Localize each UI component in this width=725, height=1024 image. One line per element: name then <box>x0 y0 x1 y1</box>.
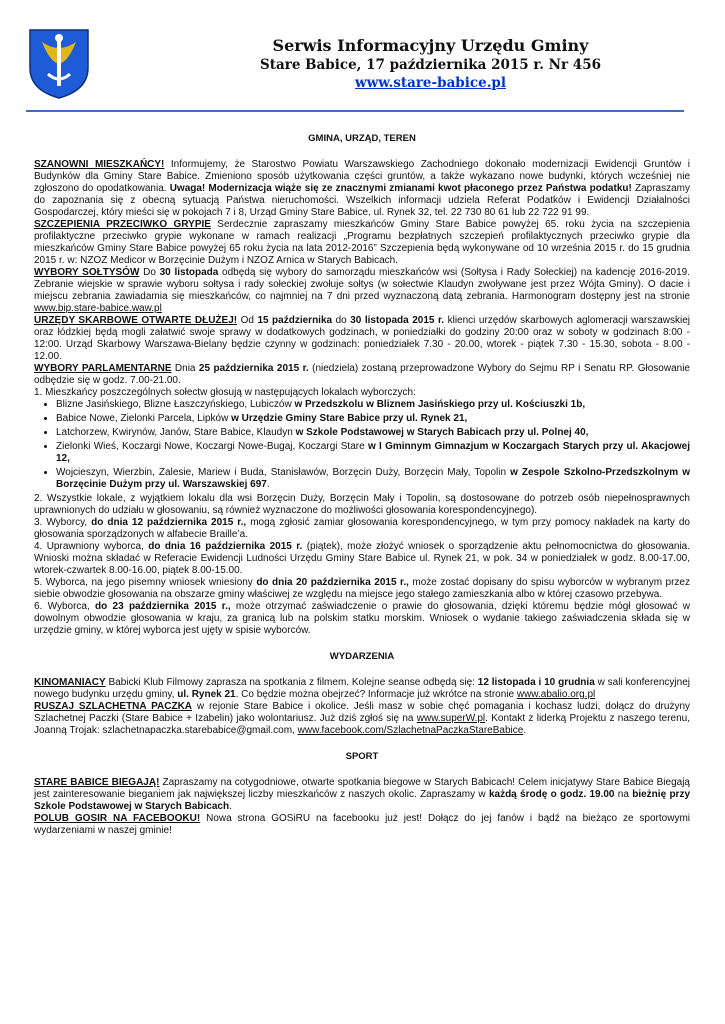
newsletter-body <box>34 133 690 837</box>
numbered-item: 3. Wyborcy, do dnia 12 października 2015 r., mogą zgłosić zamiar głosowania korespondencyjnego, w tym przy pomocy nakładek na karty do głosowania sporządzonych w alfabecie Braille’a. <box>34 517 690 540</box>
notice-wybory-parlamentarne: WYBORY PARLAMENTARNE Dnia 25 października 2015 r. (niedziela) zostaną przeprowadzone Wybory do Sejmu RP i Senatu RP. Głosowanie odbędzie się w godz. 7.00-21.00. <box>34 363 690 386</box>
numbered-item: 5. Wyborca, na jego pisemny wniosek wniesiony do dnia 20 października 2015 r., może zostać dopisany do spisu wyborców w wybranym przez siebie obwodzie głosowania na obszarze gminy właściwej ze względu na miejsce jego stałego zamieszkania albo w której czasowo przebywa. <box>34 577 690 600</box>
polling-stations-list <box>34 399 690 491</box>
abalio-link[interactable]: www.abalio.org.pl <box>516 689 596 700</box>
numbered-item: 6. Wyborca, do 23 października 2015 r., może otrzymać zaświadczenie o prawie do głosowania, dzięki któremu będzie mógł głosować w dowolnym obwodzie głosowania w kraju, za granicą lub na polskim statku morskim. Wniosek o wydanie takiego zaświadczenia składa się w urzędzie gminy, w której wyborca jest ujęty w spisie wyborców. <box>34 601 690 636</box>
header-divider <box>26 110 684 112</box>
sport-gosir-facebook: POLUB GOSIR NA FACEBOOKU! Nowa strona GOSiRU na facebooku już jest! Dołącz do jej fanów i bądź na bieżąco ze sportowymi wydarzeniami w naszej gminie! <box>34 813 690 836</box>
notice-urzedy-skarbowe: URZĘDY SKARBOWE OTWARTE DŁUŻEJ! Od 15 października do 30 listopada 2015 r. klienci urzędów skarbowych aglomeracji warszawskiej oraz łódzkiej będą mogli załatwić swoje sprawy w dodatkowych godzinach, w poniedziałki do godziny 20:00 oraz w soboty w godzinach 8:00 - 12:00. Urząd Skarbowy Warszawa-Bielany będzie czynny w godzinach: poniedziałek 7.30 - 20.00, wtorek - piątek 7.30 - 15.30, sobota - 8.00 - 12.00. <box>34 315 691 362</box>
list-item: • Blizne Jasińskiego, Blizne Łaszczyńskiego, Lubiczów w Przedszkolu w Bliznem Jasińskiego przy ul. Kościuszki 1b, <box>56 399 690 411</box>
site-link[interactable]: www.stare-babice.pl <box>355 75 506 91</box>
bip-link[interactable]: www.bip.stare-babice.waw.pl <box>34 303 162 314</box>
section-heading-gmina: GMINA, URZĄD, TEREN <box>308 133 416 144</box>
numbered-item: 1. Mieszkańcy poszczególnych sołectw głosują w następujących lokalach wyborczych: <box>34 387 416 398</box>
section-heading-wydarzenia: WYDARZENIA <box>329 651 395 662</box>
list-item: • Zielonki Wieś, Koczargi Nowe, Koczargi Nowe-Bugaj, Koczargi Stare w I Gminnym Gimnazjum w Koczargach Starych przy ul. Akacjowej 12, <box>56 441 690 465</box>
event-szlachetna-paczka: RUSZAJ SZLACHETNA PACZKA w rejonie Stare Babice i okolice. Jeśli masz w sobie chęć pomagania i kochasz ludzi, dołącz do drużyny Szlachetnej Paczki (Stare Babice + Izabelin) jako wolontariusz. Już dziś zgłoś się na www.superW.pl. Kontakt z liderką Projektu z naszego terenu, Joanną Trojak: szlachetnapaczka.starebabice@gmail.com, www.facebook.com/SzlachetnaPaczkaStareBabice. <box>34 701 691 736</box>
section-heading-sport: SPORT <box>345 751 379 762</box>
notice-szczepienia: SZCZEPIENIA PRZECIWKO GRYPIE Serdecznie zapraszamy mieszkańców Gminy Stare Babice powyżej 65. roku życia na szczepienia profilaktyczne przeciwko grypie wykonane w ramach realizacji „Programu bezpłatnych szczepień profilaktycznych przeciwko grypie dla mieszkańców Gminy Stare Babice powyżej 65 roku życia na lata 2012-2016” Szczepienia będą wykonywane od 10 września 2015 r. do 15 grudnia 2015 r. w: NZOZ Medicor w Borzęcinie Dużym i NZOZ Arnica w Starych Babicach. <box>34 219 690 266</box>
issue-line: Stare Babice, 17 października 2015 r. Nr 456 <box>260 57 601 73</box>
header <box>100 36 695 92</box>
list-item: • Wojcieszyn, Wierzbin, Zalesie, Mariew i Buda, Stanisławów, Borzęcin Duży, Borzęcin Mały, Topolin w Zespole Szkolno-Przedszkolnym w Borzęcinie Dużym przy ul. Warszawskiej 697. <box>56 467 690 491</box>
list-item: • Babice Nowe, Zielonki Parcela, Lipków w Urzędzie Gminy Stare Babice przy ul. Rynek 21, <box>56 413 690 425</box>
superw-link[interactable]: www.superW.pl <box>416 713 486 724</box>
numbered-item: 4. Uprawniony wyborca, do dnia 16 października 2015 r. (piątek), może złożyć wniosek o sporządzenie aktu pełnomocnictwa do głosowania. Wnioski można składać w Referacie Ewidencji Ludności Urzędu Gminy Stare Babice ul. Rynek 21, w pok. 34 w poniedziałek w godz. 8.00-17.00, wtorek-czwartek 8.00-16.00, piątek 8.00-15.00. <box>34 541 691 576</box>
numbered-item: 2. Wszystkie lokale, z wyjątkiem lokalu dla wsi Borzęcin Duży, Borzęcin Mały i Topolin, są dostosowane do potrzeb osób niepełnosprawnych uprawnionych do udziału w głosowaniu, są również wyznaczone do możliwości głosowania korespondencyjnego). <box>34 493 690 516</box>
notice-mieszkancy: SZANOWNI MIESZKAŃCY! Informujemy, że Starostwo Powiatu Warszawskiego Zachodniego dokonało modernizacji Ewidencji Gruntów i Budynków dla Gminy Stare Babice. Zmieniono sposób użytkowania części gruntów, a także wykazano nowe budynki, których wcześniej nie zgłoszono do opodatkowania. Uwaga! Modernizacja wiąże się ze znacznymi zmianami kwot płaconego przez Państwa podatku! Zapraszamy do zapoznania się z obecną sytuacją Państwa nieruchomości. Wszelkich informacji udziela Referat Podatków i Ewidencji Działalności Gospodarczej, który mieści się w pokojach 7 i 8, Urząd Gminy Stare Babice, ul. Rynek 32, tel. 22 730 80 61 lub 22 722 91 99. <box>34 159 691 218</box>
page-title: Serwis Informacyjny Urzędu Gminy <box>272 36 589 55</box>
list-item: • Latchorzew, Kwirynów, Janów, Stare Babice, Klaudyn w Szkole Podstawowej w Starych Babicach przy ul. Polnej 40, <box>56 427 690 439</box>
event-kinomaniacy: KINOMANIACY Babicki Klub Filmowy zaprasza na spotkania z filmem. Kolejne seanse odbędą się: 12 listopada i 10 grudnia w sali konferencyjnej nowego budynku urzędu gminy, ul. Rynek 21. Co będzie można obejrzeć? Informacje już wkrótce na stronie www.abalio.org.pl <box>34 677 690 700</box>
facebook-paczka-link[interactable]: www.facebook.com/SzlachetnaPaczkaStareBabice <box>297 725 524 736</box>
notice-wybory-soltysow: WYBORY SOŁTYSÓW Do 30 listopada odbędą się wybory do samorządu mieszkańców wsi (Sołtysa i Rady Sołeckiej) na kadencję 2016-2019. Zebranie wiejskie w sprawie wyboru sołtysa i rady sołeckiej zwołuje sołtys (w sołectwie Klaudyn zwoływane jest przez Wójta Gminy). O dacie i miejscu zebrania zawiadamia się mieszkańców, co najmniej na 7 dni przed wyznaczoną datą zebrania. Harmonogram dostępny jest na stronie www.bip.stare-babice.waw.pl <box>34 267 690 314</box>
coat-of-arms-icon <box>28 28 90 100</box>
sport-biegaja: STARE BABICE BIEGAJĄ! Zapraszamy na cotygodniowe, otwarte spotkania biegowe w Starych Babicach! Celem inicjatywy Stare Babice Biegają jest zainteresowanie bieganiem jak największej liczby mieszkańców z naszych okolic. Zapraszamy w każdą środę o godz. 19.00 na bieżnię przy Szkole Podstawowej w Starych Babicach. <box>34 777 691 812</box>
